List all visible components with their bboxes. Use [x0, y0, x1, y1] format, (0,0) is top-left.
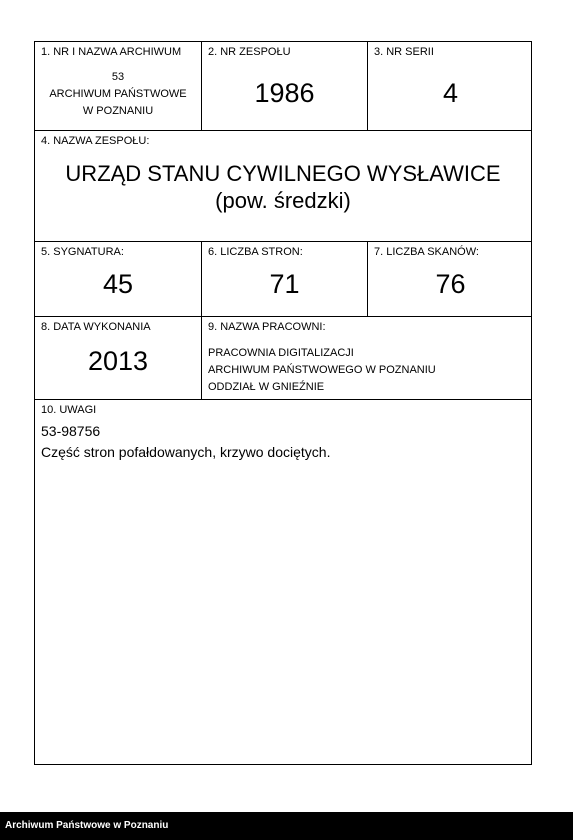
- form-row-1: [35, 42, 531, 131]
- fonds-name-line2: (pow. średzki): [215, 188, 351, 213]
- fonds-number-cell: [201, 42, 367, 130]
- fonds-name-cell: [35, 131, 531, 241]
- date-label: 8. DATA WYKONANIA: [41, 321, 151, 333]
- form-row-3: [35, 242, 531, 317]
- workshop-line3: ODDZIAŁ W GNIEŹNIE: [208, 381, 325, 393]
- remarks-line1: 53-98756: [41, 423, 101, 439]
- footer-text: Archiwum Państwowe w Poznaniu: [5, 820, 169, 831]
- fonds-name-line1: URZĄD STANU CYWILNEGO WYSŁAWICE: [65, 161, 501, 186]
- series-number-label: 3. NR SERII: [374, 46, 434, 58]
- workshop-line2: ARCHIWUM PAŃSTWOWEGO W POZNANIU: [208, 364, 436, 376]
- archive-label: 1. NR I NAZWA ARCHIWUM: [41, 46, 182, 58]
- page-count-label: 6. LICZBA STRON:: [208, 246, 303, 258]
- page-count-value: 71: [269, 269, 300, 299]
- archive-number: 53: [111, 71, 125, 83]
- footer-bar: [0, 812, 573, 840]
- signature-value: 45: [102, 269, 134, 299]
- form-row-4: [35, 317, 531, 400]
- series-number-value: 4: [442, 78, 459, 108]
- archive-cell: [35, 42, 201, 130]
- workshop-cell: [201, 317, 533, 399]
- fonds-number-value: 1986: [254, 78, 315, 108]
- signature-cell: [35, 242, 201, 316]
- form-row-2: [35, 131, 531, 242]
- series-number-cell: [367, 42, 533, 130]
- fonds-name-label: 4. NAZWA ZESPOŁU:: [41, 135, 150, 147]
- metadata-form: [34, 41, 532, 765]
- scan-count-cell: [367, 242, 533, 316]
- page-count-cell: [201, 242, 367, 316]
- archive-name-line1: ARCHIWUM PAŃSTWOWE: [49, 88, 187, 100]
- archive-name-line2: W POZNANIU: [82, 105, 154, 117]
- remarks-label: 10. UWAGI: [41, 404, 97, 416]
- signature-label: 5. SYGNATURA:: [41, 246, 124, 258]
- fonds-number-label: 2. NR ZESPOŁU: [208, 46, 291, 58]
- form-row-5: [35, 400, 531, 766]
- scan-count-value: 76: [435, 269, 466, 299]
- remarks-line2: Część stron pofałdowanych, krzywo dociętych.: [41, 444, 331, 460]
- date-value: 2013: [87, 346, 149, 376]
- remarks-cell: [35, 400, 531, 766]
- scan-count-label: 7. LICZBA SKANÓW:: [374, 246, 479, 258]
- date-cell: [35, 317, 201, 399]
- workshop-label: 9. NAZWA PRACOWNI:: [208, 321, 326, 333]
- workshop-line1: PRACOWNIA DIGITALIZACJI: [208, 347, 354, 359]
